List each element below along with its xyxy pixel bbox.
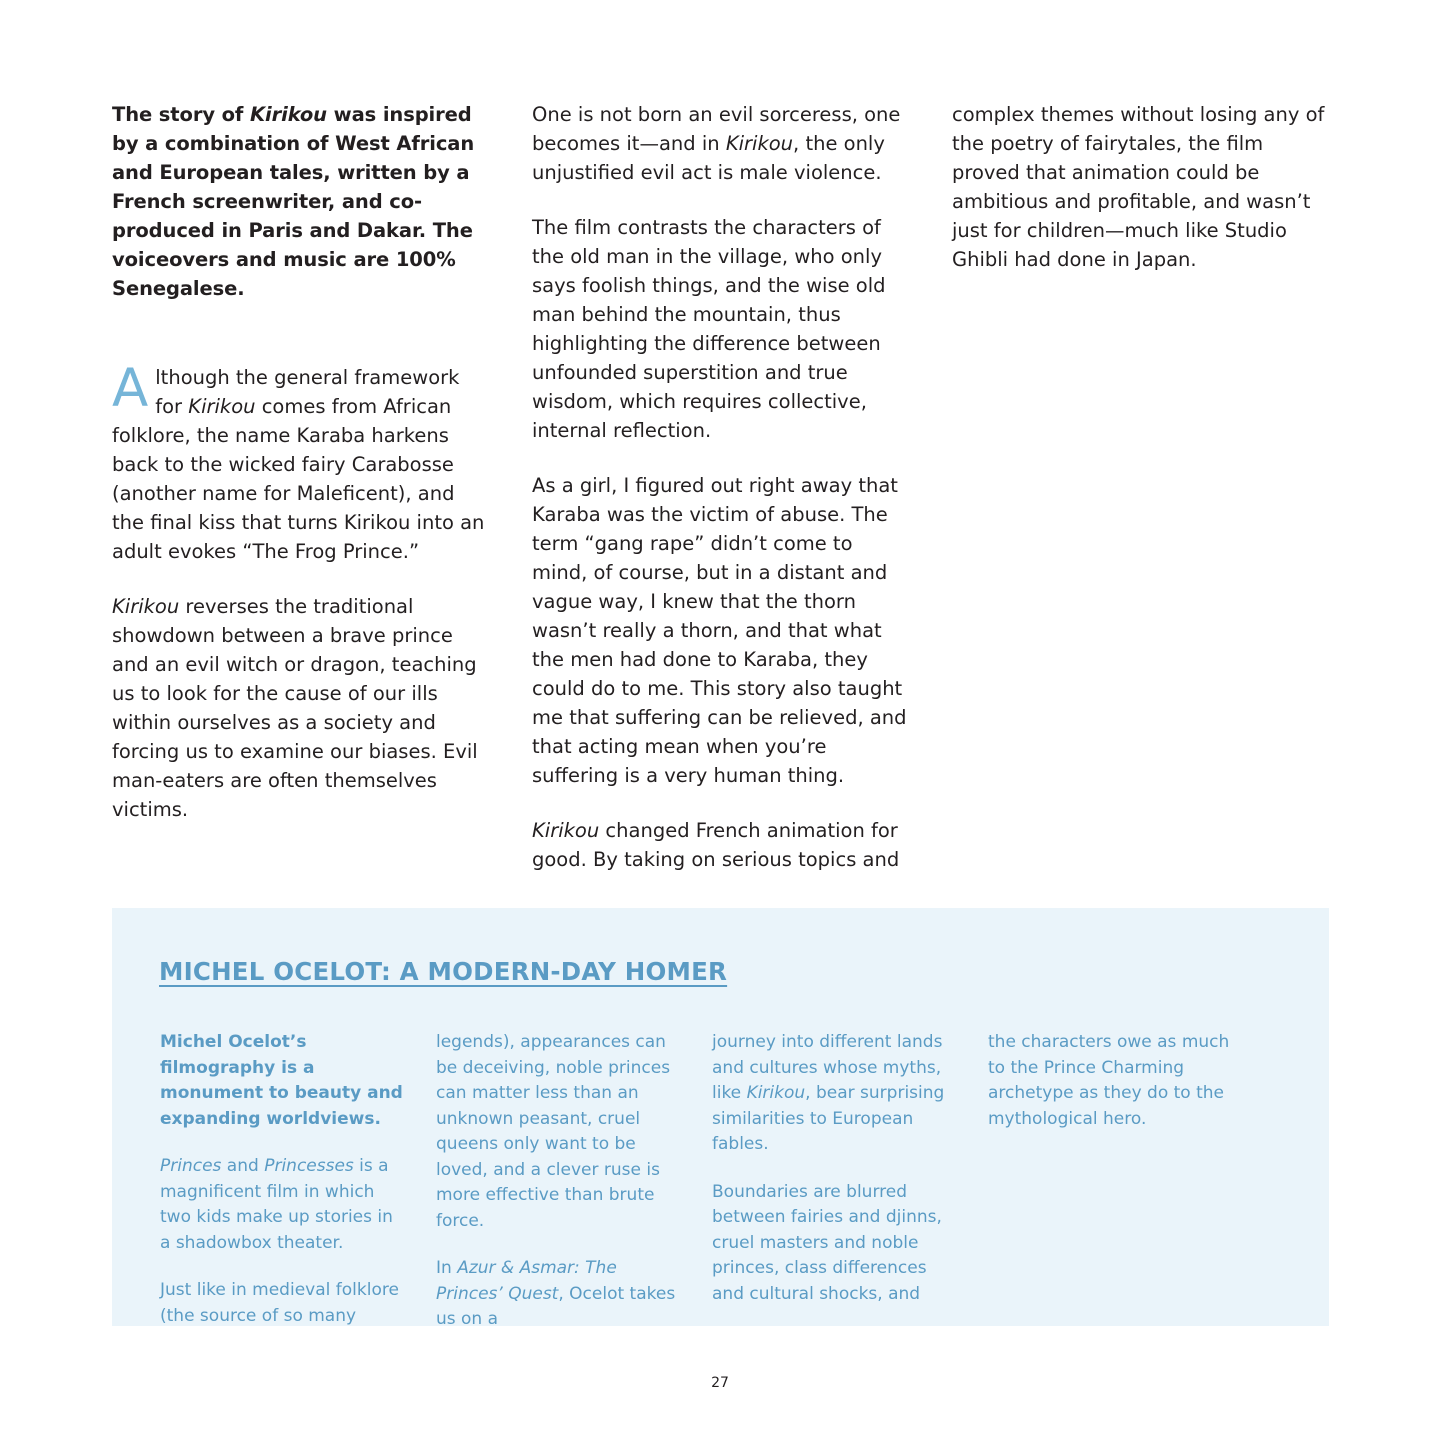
italic-run: Kirikou bbox=[532, 819, 600, 842]
paragraph-body: Kirikou changed French animation for good. By taking on serious topics and bbox=[532, 819, 900, 871]
paragraph-body: journey into different lands and cultures whose myths, like Kirikou, bear surprising similarities to European fables. bbox=[712, 1032, 945, 1154]
italic-run: Kirikou bbox=[746, 1083, 806, 1103]
paragraph-lead: Michel Ocelot’s filmography is a monument to beauty and expanding worldviews. bbox=[160, 1032, 403, 1129]
paragraph-body: The film contrasts the characters of the old man in the village, who only says foolish things, and the wise old man behind the mountain, thus highlighting the difference between unfounded superstition and true wisdom, which requires collective, internal reflection. bbox=[532, 216, 886, 442]
paragraph-tight: Just like in medieval folklore (the source of so many bbox=[160, 1280, 399, 1326]
paragraph-body: complex themes without losing any of the poetry of fairytales, the film proved that animation could be ambitious and profitable, and wasn’t just for children—much like Studio Ghibli had done in Japan. bbox=[952, 103, 1325, 271]
italic-run: Azur & Asmar: The Princes’ Quest bbox=[436, 1258, 617, 1304]
italic-run: Kirikou bbox=[112, 595, 180, 618]
italic-run: Kirikou bbox=[725, 132, 794, 155]
italic-run: Kirikou bbox=[188, 395, 256, 418]
text-column bbox=[952, 100, 1330, 874]
text-column bbox=[436, 1030, 684, 1333]
text-column bbox=[532, 100, 910, 874]
page-folio: 27 bbox=[711, 1375, 729, 1391]
text-column bbox=[712, 1030, 960, 1333]
paragraph-body: One is not born an evil sorceress, one becomes it—and in Kirikou, the only unjustified evil act is male violence. bbox=[532, 103, 901, 184]
text-column bbox=[988, 1030, 1236, 1333]
drop-cap: A bbox=[112, 358, 149, 419]
italic-run: Princesses bbox=[264, 1156, 354, 1176]
paragraph-body: legends), appearances can be deceiving, noble princes can matter less than an unknown peasant, cruel queens only want to be loved, and a clever ruse is more effective than brute force. bbox=[436, 1032, 671, 1231]
text-column bbox=[160, 1030, 408, 1333]
sidebar-panel bbox=[112, 908, 1329, 1329]
paragraph-body: As a girl, I figured out right away that Karaba was the victim of abuse. The term “gang rape” didn’t come to mind, of course, but in a distant and vague way, I knew that the thorn wasn’t really a thorn, and that what the men had done to Karaba, they could do to me. This story also taught me that suffering can be relieved, and that acting mean when you’re suffering is a very human thing. bbox=[532, 474, 907, 787]
paragraph-tight: In Azur & Asmar: The Princes’ Quest, Ocelot takes us on a bbox=[436, 1258, 676, 1329]
paragraph-intro: The story of Kirikou was inspired by a combination of West African and European tales, written by a French screenwriter, and co-produced in Paris and Dakar. The voiceovers and music are 100% Senegalese. bbox=[112, 103, 475, 300]
paragraph-body: Princes and Princesses is a magnificent film in which two kids make up stories in a shadowbox theater. bbox=[160, 1156, 393, 1253]
text-column bbox=[112, 100, 490, 874]
article-columns bbox=[112, 100, 1332, 874]
paragraph-dropcap: Although the general framework for Kirikou comes from African folklore, the name Karaba harkens back to the wicked fairy Carabosse (another name for Maleficent), and the final kiss that turns Kirikou into an adult evokes “The Frog Prince.” bbox=[112, 358, 485, 563]
panel-title: MICHEL OCELOT: A MODERN-DAY HOMER bbox=[159, 957, 728, 986]
paragraph-body: the characters owe as much to the Prince Charming archetype as they do to the mythological hero. bbox=[988, 1032, 1230, 1129]
italic-run: Kirikou bbox=[250, 103, 327, 126]
paragraph-tight: Boundaries are blurred between fairies and djinns, cruel masters and noble princes, class differences and cultural shocks, and bbox=[712, 1181, 942, 1304]
italic-run: Princes bbox=[160, 1156, 222, 1176]
paragraph-body: Kirikou reverses the traditional showdown between a brave prince and an evil witch or dragon, teaching us to look for the cause of our ills within ourselves as a society and forcing us to examine our biases. Evil man-eaters are often themselves victims. bbox=[112, 595, 478, 821]
panel-columns bbox=[160, 1030, 1285, 1333]
